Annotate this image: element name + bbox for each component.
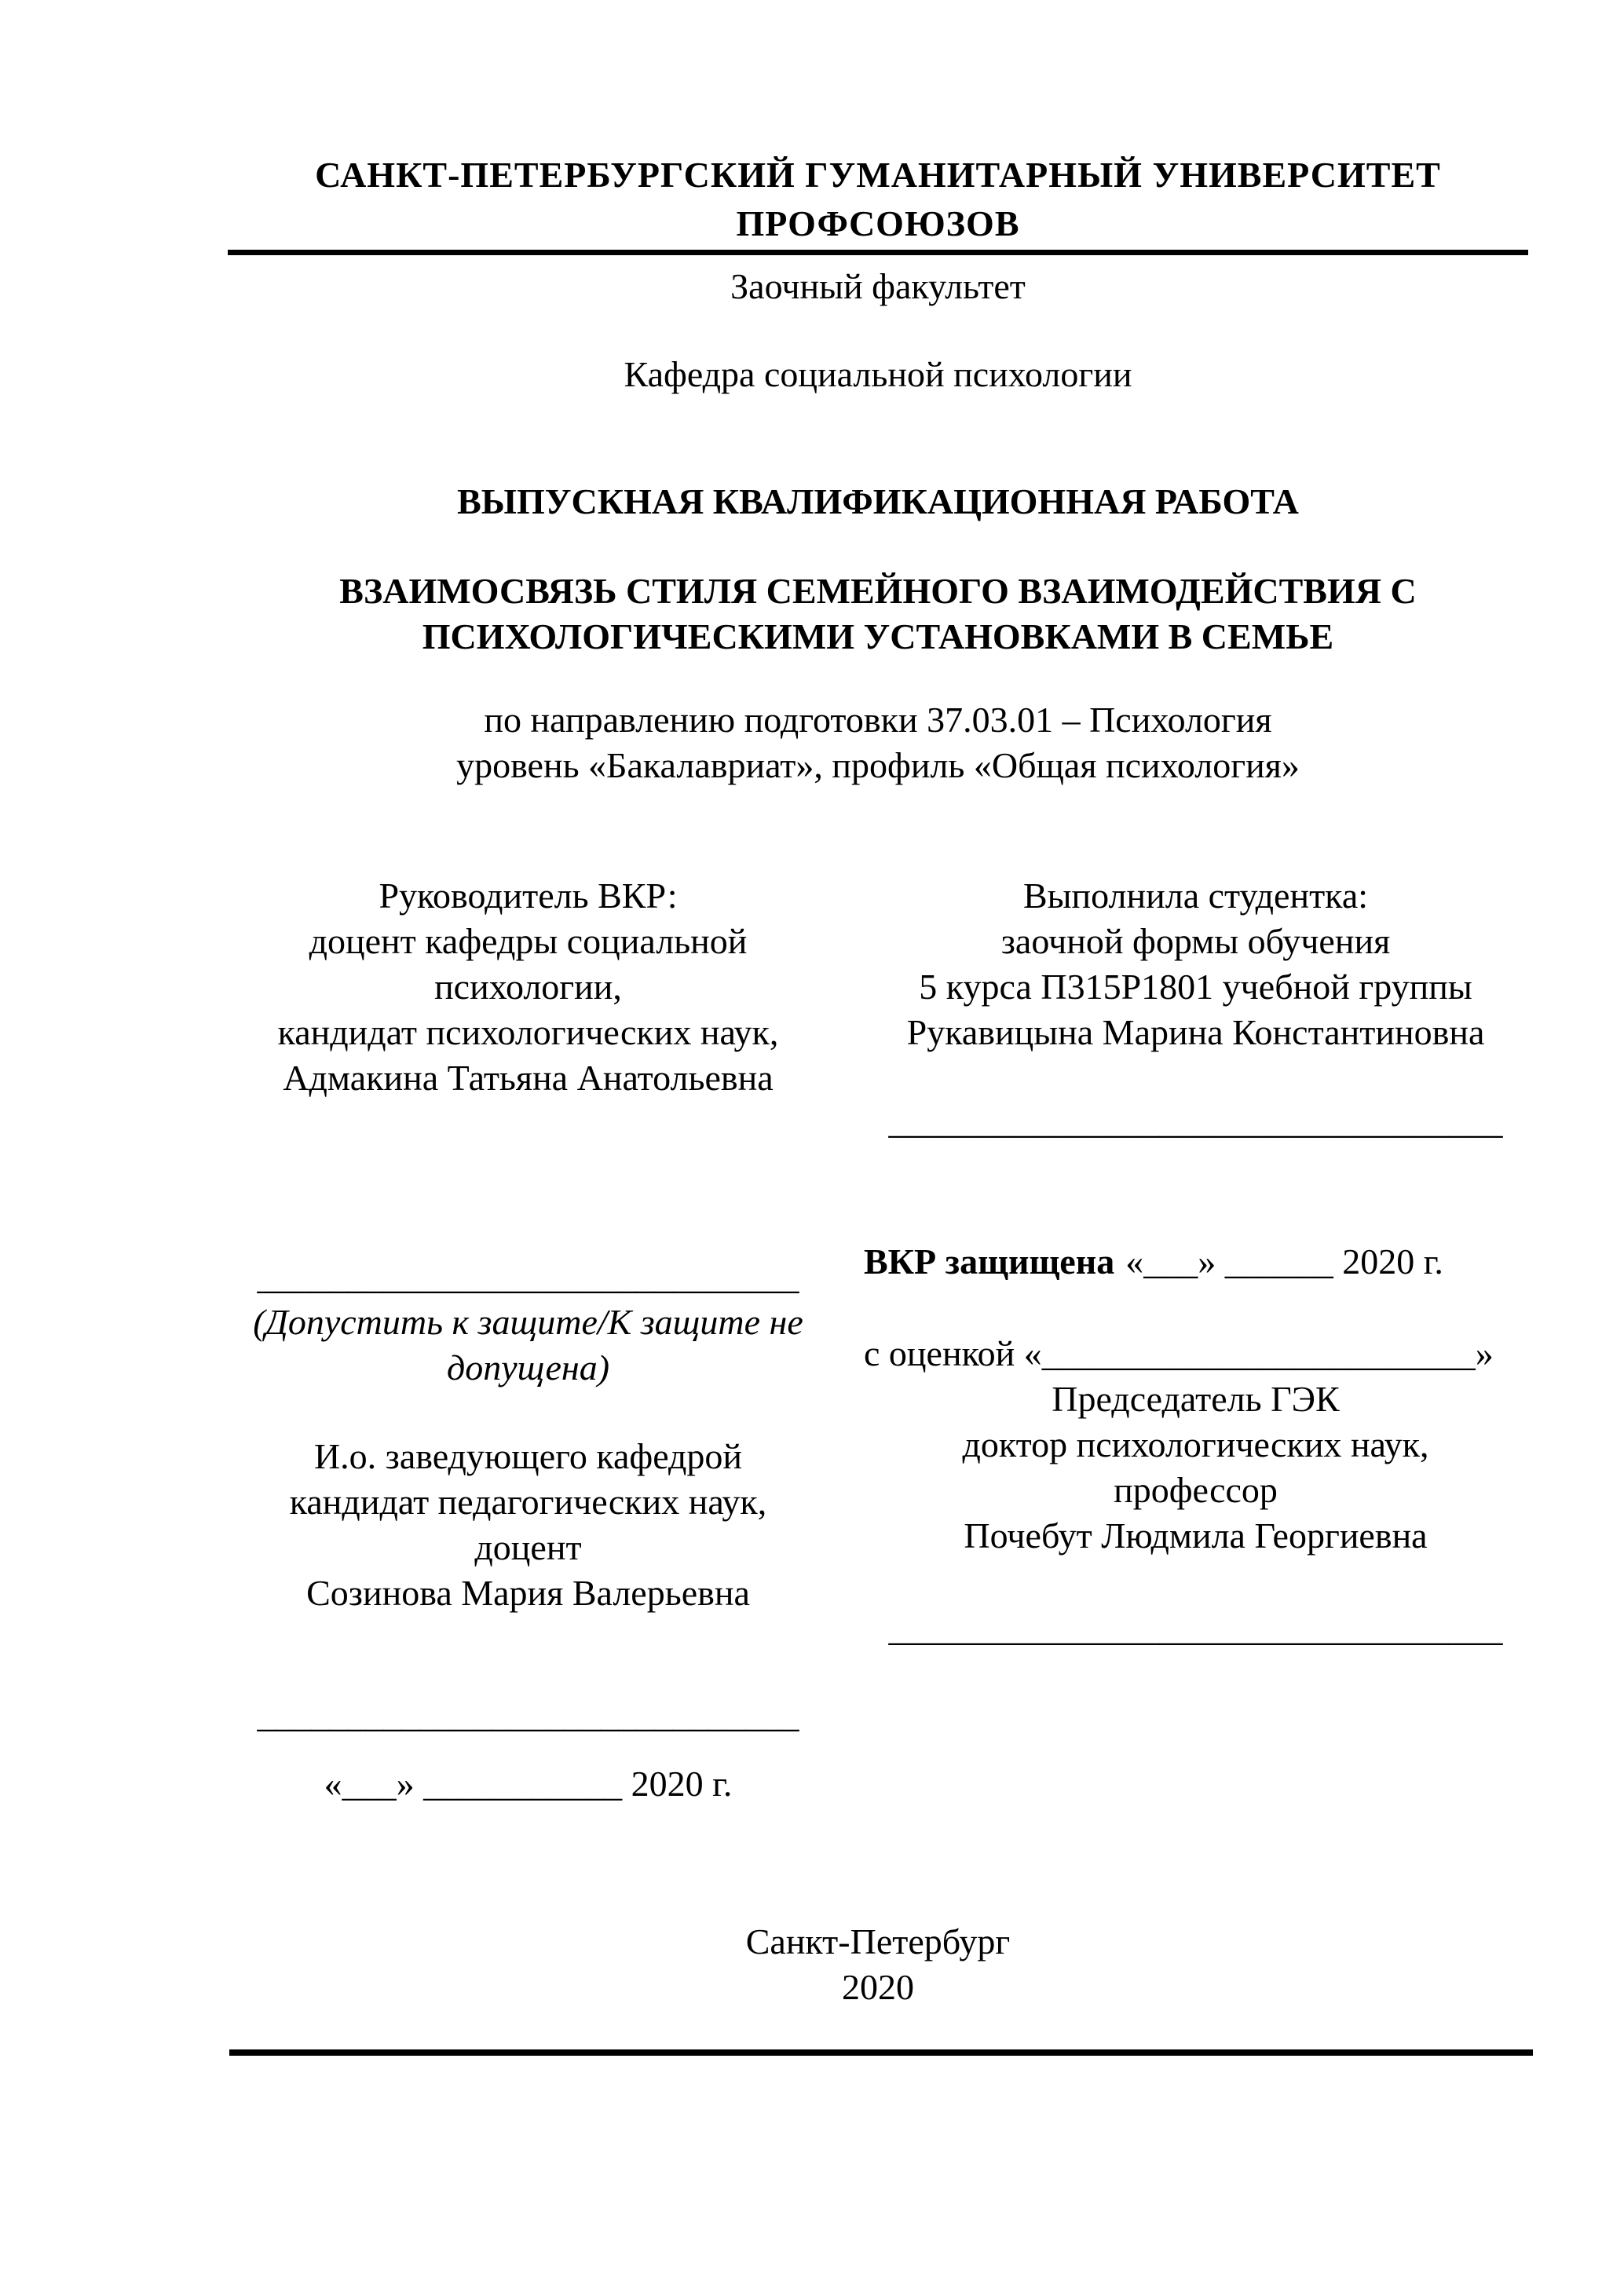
admission-note: (Допустить к защите/К защите не допущена) [253,1302,803,1387]
admission-official-line: И.о. заведующего кафедрой [313,1436,743,1476]
thesis-title-line-2: ПСИХОЛОГИЧЕСКИМИ УСТАНОВКАМИ В СЕМЬЕ [422,616,1334,656]
defense-committee-line: профессор [1114,1470,1278,1510]
supervisor-line: доцент кафедры социальной [309,921,748,961]
program-block [228,697,1528,788]
defense-signature-line: __________________________________ [888,1608,1503,1648]
work-type-heading: ВЫПУСКНАЯ КВАЛИФИКАЦИОННАЯ РАБОТА [457,481,1299,521]
supervisor-line: психологии, [434,967,622,1007]
defense-status-line [864,1239,1527,1285]
student-line: 5 курса П315Р1801 учебной группы [919,967,1472,1007]
header-divider [228,250,1528,255]
footer-city: Санкт-Петербург [745,1921,1011,1961]
defense-status-date: «___» ______ 2020 г. [1125,1241,1443,1281]
university-name [228,151,1528,248]
program-level-line: уровень «Бакалавриат», профиль «Общая психология» [456,745,1300,785]
supervisor-heading: Руководитель ВКР: [379,876,678,916]
university-name-line-1: САНКТ-ПЕТЕРБУРГСКИЙ ГУМАНИТАРНЫЙ УНИВЕРСИТЕТ [315,155,1441,195]
supervisor-name-line: Адмакина Татьяна Анатольевна [283,1058,774,1098]
defense-status-label: ВКР защищена [864,1241,1115,1281]
defense-grade-line: с оценкой «________________________» [864,1333,1494,1373]
defense-committee-name-line: Почебут Людмила Георгиевна [964,1515,1428,1556]
admission-signature-line: ______________________________ [257,1256,799,1296]
faculty-name: Заочный факультет [730,266,1026,306]
student-line: заочной формы обучения [1000,921,1391,961]
footer-block [228,1919,1528,2010]
university-name-line-2: ПРОФСОЮЗОВ [736,203,1020,243]
supervisor-block [236,873,821,1101]
student-name-line: Рукавицына Марина Константиновна [906,1012,1485,1052]
defense-committee-line: доктор психологических наук, [962,1424,1429,1464]
department-name: Кафедра социальной психологии [624,354,1132,394]
admission-block [236,1254,821,1807]
admission-date-line: «___» ___________ 2020 г. [324,1764,733,1804]
admission-official-line: кандидат педагогических наук, [289,1482,767,1522]
thesis-title [228,569,1528,660]
student-heading: Выполнила студентка: [1022,876,1369,916]
admission-signature-line-2: ______________________________ [257,1695,799,1735]
footer-year: 2020 [842,1967,914,2007]
student-signature-line: __________________________________ [888,1101,1503,1141]
student-block [864,873,1527,1144]
admission-official-line: доцент [474,1527,582,1567]
bottom-divider [229,2049,1533,2056]
admission-official-name-line: Созинова Мария Валерьевна [306,1573,750,1613]
defense-block [864,1239,1527,1651]
program-direction-line: по направлению подготовки 37.03.01 – Психология [484,700,1272,740]
supervisor-line: кандидат психологических наук, [277,1012,779,1052]
defense-committee-line: Председатель ГЭК [1052,1379,1340,1419]
thesis-title-line-1: ВЗАИМОСВЯЗЬ СТИЛЯ СЕМЕЙНОГО ВЗАИМОДЕЙСТВИЯ С [339,571,1417,611]
